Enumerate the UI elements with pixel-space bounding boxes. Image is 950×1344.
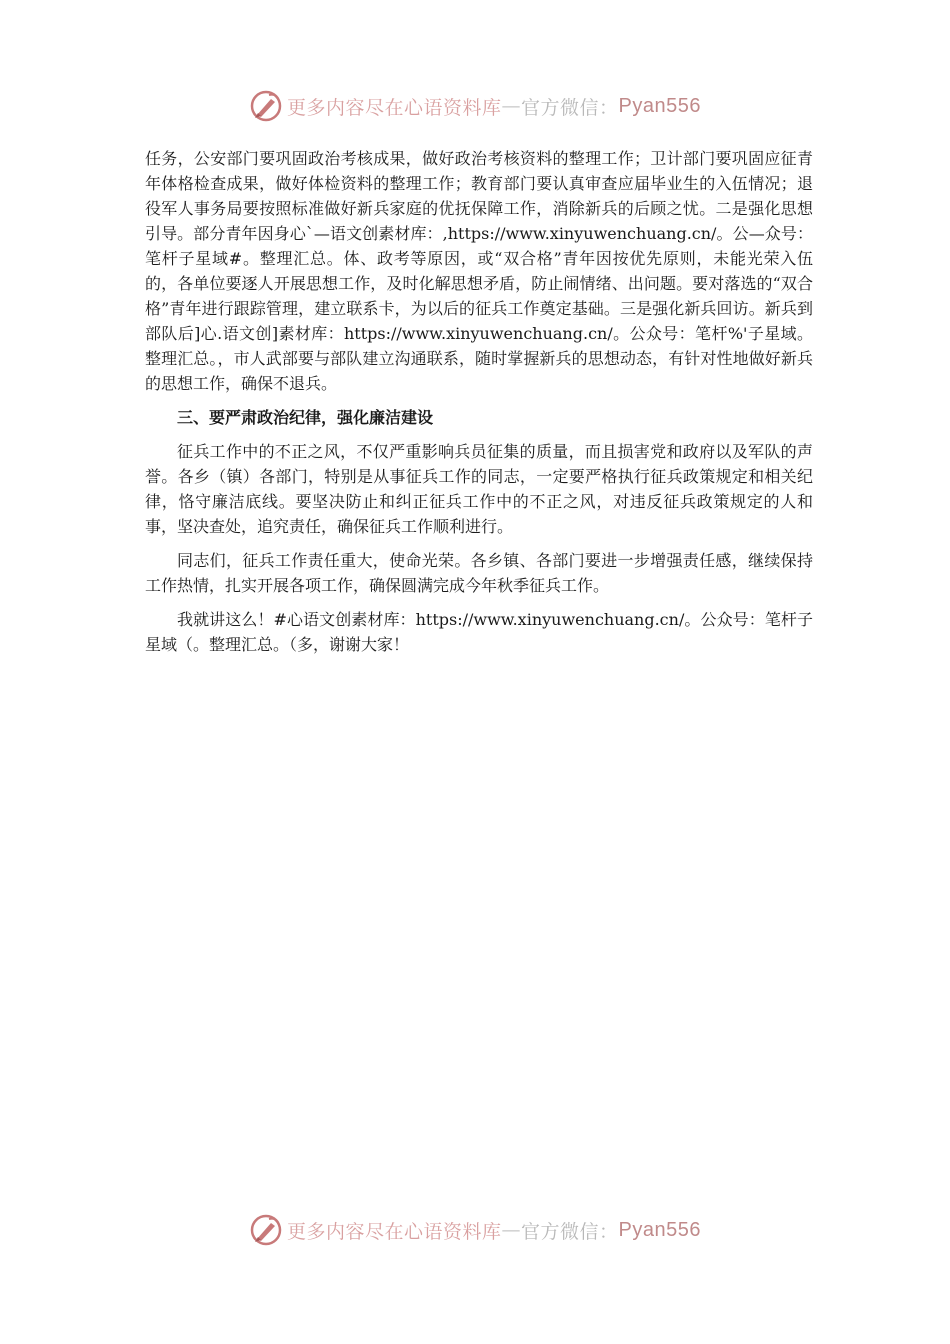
document-body <box>145 146 813 666</box>
body-paragraph-4: 我就讲这么！#心语文创素材库：https://www.xinyuwenchuang.cn/。公众号：笔杆子星域（。整理汇总。（多，谢谢大家！ <box>145 610 813 654</box>
watermark-wechat-id: Pyan556 <box>618 1218 701 1241</box>
body-paragraph-2: 征兵工作中的不正之风，不仅严重影响兵员征集的质量，而且损害党和政府以及军队的声誉。各乡（镇）各部门，特别是从事征兵工作的同志，一定要严格执行征兵政策规定和相关纪律，恪守廉洁底线。要坚决防止和纠正征兵工作中的不正之风，对违反征兵政策规定的人和事，坚决查处，追究责任，确保征兵工作顺利进行。 <box>145 442 813 536</box>
watermark-separator: — <box>501 1219 522 1241</box>
watermark-wechat-id: Pyan556 <box>618 94 701 117</box>
watermark-separator: — <box>501 95 522 117</box>
header-watermark <box>0 86 950 126</box>
watermark-text <box>287 93 701 120</box>
watermark-main-text: 更多内容尽在心语资料库 <box>287 96 502 119</box>
body-paragraph-1: 任务，公安部门要巩固政治考核成果，做好政治考核资料的整理工作；卫计部门要巩固应征青年体格检查成果，做好体检资料的整理工作；教育部门要认真审查应届毕业生的入伍情况；退役军人事务局要按照标准做好新兵家庭的优抚保障工作，消除新兵的后顾之忧。二是强化思想引导。部分青年因身心`—语文创素材库：,https://www.xinyuwenchuang.cn/。公—众号：笔杆子星域#。整理汇总。体、政考等原因，或“双合格”青年因按优先原则，未能光荣入伍的，各单位要逐人开展思想工作，及时化解思想矛盾，防止闹情绪、出问题。要对落选的“双合格”青年进行跟踪管理，建立联系卡，为以后的征兵工作奠定基础。三是强化新兵回访。新兵到部队后]心.语文创]素材库：https://www.xinyuwenchuang.cn/。公众号：笔杆%'子星域。整理汇总。，市人武部要与部队建立沟通联系，随时掌握新兵的思想动态，有针对性地做好新兵的思想工作，确保不退兵。 <box>145 149 813 393</box>
footer-watermark <box>0 1210 950 1250</box>
watermark-text <box>287 1217 701 1244</box>
watermark-main-text: 更多内容尽在心语资料库 <box>287 1220 502 1243</box>
body-paragraph-3: 同志们，征兵工作责任重大，使命光荣。各乡镇、各部门要进一步增强责任感，继续保持工作热情，扎实开展各项工作，确保圆满完成今年秋季征兵工作。 <box>145 551 813 595</box>
watermark-wechat-label: 官方微信： <box>521 96 619 119</box>
pen-nib-logo-icon <box>249 1213 283 1247</box>
watermark-wechat-label: 官方微信： <box>521 1220 619 1243</box>
section-heading-3: 三、要严肃政治纪律，强化廉洁建设 <box>177 408 434 427</box>
pen-nib-logo-icon <box>249 89 283 123</box>
